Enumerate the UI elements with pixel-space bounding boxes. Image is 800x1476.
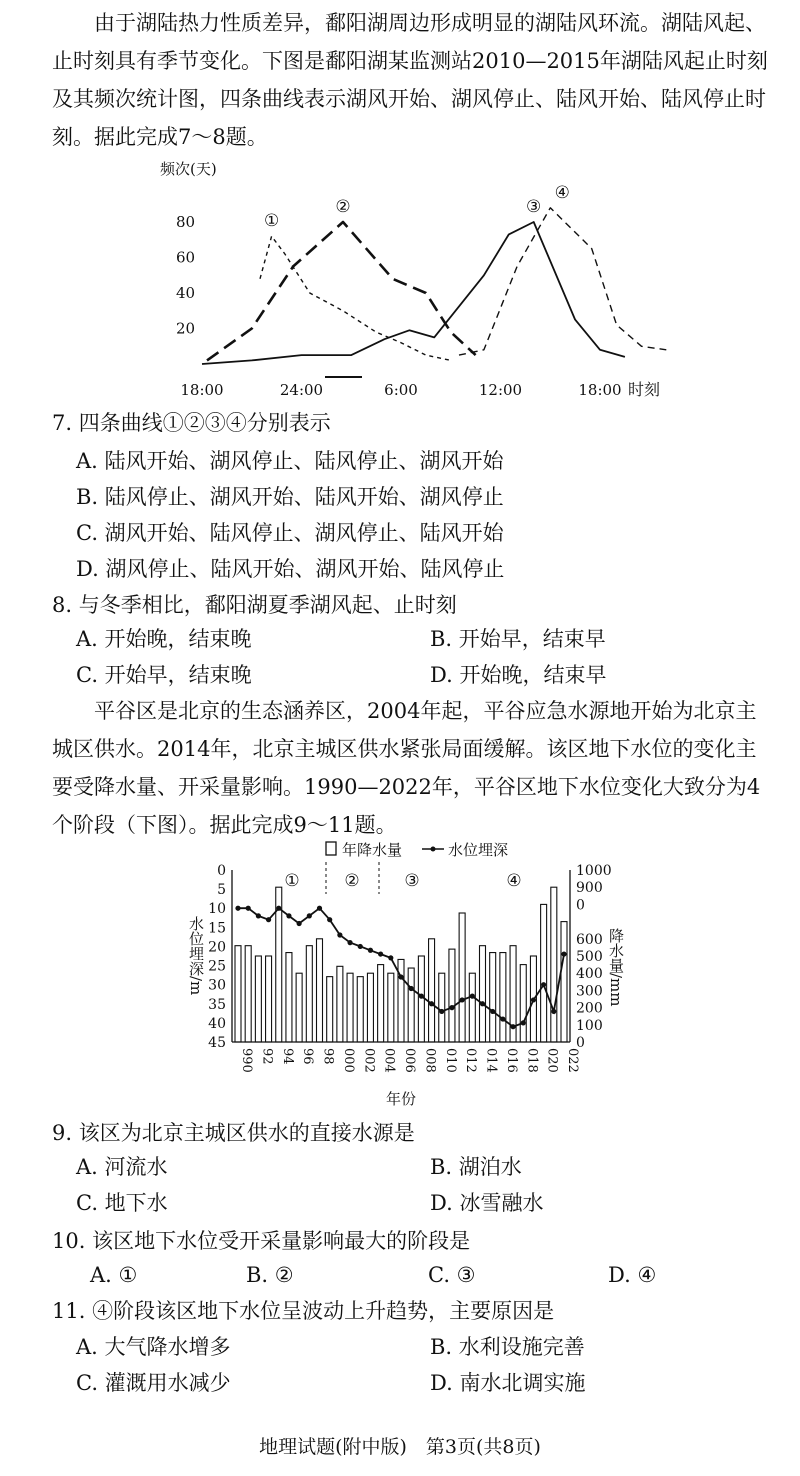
chart2-precip-bar xyxy=(490,953,496,1042)
chart2-xtick: 004 xyxy=(381,1048,397,1073)
chart2-right-tick: 500 xyxy=(576,949,603,965)
chart1-ytick: 20 xyxy=(176,319,196,338)
chart2-precip-bar xyxy=(327,977,333,1042)
chart2-xtick: 990 xyxy=(239,1048,254,1073)
chart2-precip-bar xyxy=(459,913,465,1042)
chart2-left-axis-label: 水位埋深/m xyxy=(187,916,205,996)
chart2-precip-bar xyxy=(317,939,323,1042)
chart2-depth-point xyxy=(521,1020,526,1025)
chart2-xtick: 92 xyxy=(259,1048,275,1065)
chart2-precip-bar xyxy=(296,973,302,1042)
chart2-precip-bar xyxy=(255,956,261,1042)
chart1-xtick: 6:00 xyxy=(384,381,418,399)
chart1-series-label: ③ xyxy=(526,197,542,217)
chart2-depth-point xyxy=(297,921,302,926)
q10-option-c: C. ③ xyxy=(428,1263,476,1287)
chart2-depth-point xyxy=(531,997,536,1002)
chart2-depth-point xyxy=(480,1001,485,1006)
question-11: 11. ④阶段该区地下水位呈波动上升趋势，主要原因是 xyxy=(52,1299,555,1323)
chart1-ytick: 60 xyxy=(176,248,196,267)
chart2-precip-bar xyxy=(408,968,414,1042)
chart2-right-tick: 900 xyxy=(576,880,603,897)
chart2-depth-point xyxy=(317,906,322,911)
question-8: 8. 与冬季相比，鄱阳湖夏季湖风起、止时刻 xyxy=(52,593,457,617)
chart2-precip-bar xyxy=(306,946,312,1042)
chart2-xtick: 018 xyxy=(524,1048,540,1073)
chart2-depth-point xyxy=(409,986,414,991)
chart2-depth-point xyxy=(246,906,251,911)
chart2-precip-bar xyxy=(480,946,486,1042)
chart2-precip-bar xyxy=(357,977,363,1042)
chart2-precip-bar xyxy=(266,956,272,1042)
chart2-depth-point xyxy=(490,1009,495,1014)
chart2-right-tick: 600 xyxy=(576,931,603,948)
chart2-precip-bar xyxy=(520,965,526,1042)
q9-option-d: D. 冰雪融水 xyxy=(430,1191,544,1215)
chart2-precip-bar xyxy=(388,973,394,1042)
chart2-precip-bar xyxy=(245,946,251,1042)
question-10: 10. 该区地下水位受开采量影响最大的阶段是 xyxy=(52,1229,471,1253)
chart2-xtick: 020 xyxy=(544,1048,560,1073)
groundwater-chart xyxy=(0,836,800,1116)
chart2-depth-point xyxy=(266,917,271,922)
chart2-depth-line xyxy=(238,908,564,1026)
chart1-ytick: 40 xyxy=(176,284,196,302)
chart2-depth-point xyxy=(368,948,373,953)
intro-paragraph-1: 由于湖陆热力性质差异，鄱阳湖周边形成明显的湖陆风环流。湖陆风起、止时刻具有季节变化。下图是鄱阳湖某监测站2010—2015年湖陆风起止时刻及其频次统计图，四条曲线表示湖风开始、湖风停止、陆风开始、陆风停止时刻。据此完成7～8题。 xyxy=(52,11,768,149)
chart2-legend xyxy=(326,841,508,859)
chart2-right-tick: 0 xyxy=(576,897,585,914)
chart2-xtick: 012 xyxy=(463,1048,479,1073)
chart2-xtick: 016 xyxy=(503,1048,519,1073)
chart2-right-axis-label: 降水量/mm xyxy=(607,928,625,1007)
chart1-xtick: 12:00 xyxy=(478,381,523,399)
chart2-depth-point xyxy=(449,1005,454,1010)
chart2-depth-point xyxy=(500,1016,505,1021)
chart2-xtick: 022 xyxy=(565,1048,580,1073)
chart2-depth-point xyxy=(419,994,424,999)
legend-precip-swatch xyxy=(326,842,336,855)
chart2-right-tick: 1000 xyxy=(576,863,612,879)
q11-option-d: D. 南水北调实施 xyxy=(430,1371,586,1395)
chart2-depth-point xyxy=(541,982,546,987)
chart2-xtick: 014 xyxy=(483,1048,499,1073)
q11-option-b: B. 水利设施完善 xyxy=(430,1335,585,1359)
chart2-precip-bar xyxy=(469,973,475,1042)
chart2-left-tick: 5 xyxy=(217,882,226,899)
chart2-depth-point xyxy=(347,940,352,945)
lake-land-wind-chart xyxy=(0,150,800,410)
chart2-precip-bar xyxy=(541,904,547,1042)
chart2-depth-point xyxy=(276,906,281,911)
chart2-right-tick: 200 xyxy=(576,1000,603,1017)
chart2-depth-point xyxy=(256,913,261,918)
chart2-depth-point xyxy=(460,997,465,1002)
chart2-depth-point xyxy=(510,1024,515,1029)
chart2-precip-bar xyxy=(347,973,353,1042)
chart2-precip-bar xyxy=(449,949,455,1042)
chart2-depth-point xyxy=(561,951,566,956)
chart2-depth-point xyxy=(327,917,332,922)
legend-precip-label: 年降水量 xyxy=(342,841,403,859)
chart2-xtick: 006 xyxy=(402,1048,417,1073)
chart2-precip-bar xyxy=(500,953,506,1042)
chart2-left-tick: 25 xyxy=(208,958,226,975)
chart2-precip-bar xyxy=(378,965,384,1042)
chart1-series-4 xyxy=(459,208,666,355)
chart2-right-tick: 300 xyxy=(576,983,603,1000)
q7-option-a: A. 陆风开始、湖风停止、陆风停止、湖风开始 xyxy=(76,449,504,473)
chart1-series-label: ① xyxy=(264,211,280,232)
chart1-ylabel: 频次(天) xyxy=(160,160,217,178)
chart2-xtick: 94 xyxy=(279,1048,295,1065)
chart2-left-tick: 40 xyxy=(208,1015,226,1032)
q8-option-a: A. 开始晚，结束晚 xyxy=(76,627,252,651)
chart2-precip-bar xyxy=(429,939,435,1042)
chart2-depth-point xyxy=(307,913,312,918)
chart2-depth-point xyxy=(378,951,383,956)
chart2-depth-point xyxy=(388,955,393,960)
chart2-left-tick: 45 xyxy=(208,1035,226,1051)
chart1-xtick: 18:00 xyxy=(578,381,622,399)
q7-option-b: B. 陆风停止、湖风开始、陆风开始、湖风停止 xyxy=(76,485,504,509)
chart2-depth-point xyxy=(429,1001,434,1006)
chart2-right-tick: 400 xyxy=(576,966,603,983)
q10-option-b: B. ② xyxy=(246,1263,294,1287)
q8-option-c: C. 开始早，结束晚 xyxy=(76,663,252,687)
chart1-series-3 xyxy=(202,222,625,364)
chart2-right-tick: 100 xyxy=(576,1017,603,1034)
q9-option-c: C. 地下水 xyxy=(76,1191,168,1215)
chart2-depth-point xyxy=(358,944,363,949)
chart1-xtick: 18:00 xyxy=(180,381,224,399)
chart2-precip-bar xyxy=(561,922,567,1042)
chart2-left-tick: 35 xyxy=(208,996,226,1013)
chart2-stage-label: ① xyxy=(284,871,300,891)
chart2-left-tick: 0 xyxy=(217,863,226,879)
chart2-precip-bar xyxy=(235,946,241,1042)
q10-option-d: D. ④ xyxy=(608,1263,657,1287)
chart2-xtick: 98 xyxy=(320,1048,336,1065)
chart1-xtick: 24:00 xyxy=(279,381,324,399)
chart2-precip-bar xyxy=(439,973,445,1042)
chart1-series-label: ④ xyxy=(554,182,570,203)
q8-option-b: B. 开始早，结束早 xyxy=(430,627,606,651)
chart2-xtick: 002 xyxy=(361,1048,377,1073)
chart2-stage-label: ③ xyxy=(404,871,420,891)
chart2-depth-point xyxy=(551,1009,556,1014)
chart2-depth-point xyxy=(398,974,403,979)
chart1-series-1 xyxy=(260,236,451,360)
chart2-stage-label: ② xyxy=(344,871,360,891)
chart2-precip-bar xyxy=(337,966,343,1042)
legend-depth-label: 水位埋深 xyxy=(448,841,509,859)
chart1-series-label: ② xyxy=(335,197,351,217)
q7-option-d: D. 湖风停止、陆风开始、湖风开始、陆风停止 xyxy=(76,557,505,581)
chart2-xtick: 96 xyxy=(300,1048,316,1065)
q8-option-d: D. 开始晚，结束早 xyxy=(430,663,607,687)
chart2-precip-bar xyxy=(367,973,373,1042)
chart1-ytick: 80 xyxy=(176,213,196,231)
chart2-right-tick: 0 xyxy=(576,1035,585,1051)
chart1-series-2 xyxy=(207,222,476,360)
q7-option-c: C. 湖风开始、陆风停止、湖风停止、陆风开始 xyxy=(76,521,504,545)
chart2-left-tick: 10 xyxy=(208,901,226,918)
q10-option-a: A. ① xyxy=(90,1263,138,1287)
intro-paragraph-2: 平谷区是北京的生态涵养区，2004年起，平谷应急水源地开始为北京主城区供水。2014年，北京主城区供水紧张局面缓解。该区地下水位的变化主要受降水量、开采量影响。1990—2022年，平谷区地下水位变化大致分为4个阶段（下图）。据此完成9～11题。 xyxy=(52,699,761,837)
q11-option-a: A. 大气降水增多 xyxy=(76,1335,231,1359)
chart2-left-tick: 20 xyxy=(208,939,226,956)
chart2-depth-point xyxy=(439,1009,444,1014)
chart2-precip-bar xyxy=(286,953,292,1042)
chart2-depth-point xyxy=(470,994,475,999)
chart2-xtick: 008 xyxy=(422,1048,438,1073)
chart1-xlabel: 时刻 xyxy=(628,380,661,399)
q9-option-b: B. 湖泊水 xyxy=(430,1155,522,1179)
chart2-depth-point xyxy=(286,913,291,918)
chart2-xlabel: 年份 xyxy=(386,1090,417,1108)
q9-option-a: A. 河流水 xyxy=(76,1155,168,1179)
chart2-precip-bar xyxy=(551,887,557,1042)
question-9: 9. 该区为北京主城区供水的直接水源是 xyxy=(52,1121,415,1145)
chart2-precip-bar xyxy=(418,956,424,1042)
q11-option-c: C. 灌溉用水减少 xyxy=(76,1371,231,1395)
chart2-stage-label: ④ xyxy=(506,871,522,891)
chart2-left-tick: 30 xyxy=(208,977,226,994)
chart2-xtick: 010 xyxy=(442,1048,458,1073)
question-7: 7. 四条曲线①②③④分别表示 xyxy=(52,411,331,435)
chart2-depth-point xyxy=(337,932,342,937)
page-footer: 地理试题(附中版) 第3页(共8页) xyxy=(259,1436,541,1458)
chart2-left-tick: 15 xyxy=(208,920,226,937)
chart2-depth-point xyxy=(235,906,240,911)
chart2-xtick: 000 xyxy=(340,1048,356,1073)
